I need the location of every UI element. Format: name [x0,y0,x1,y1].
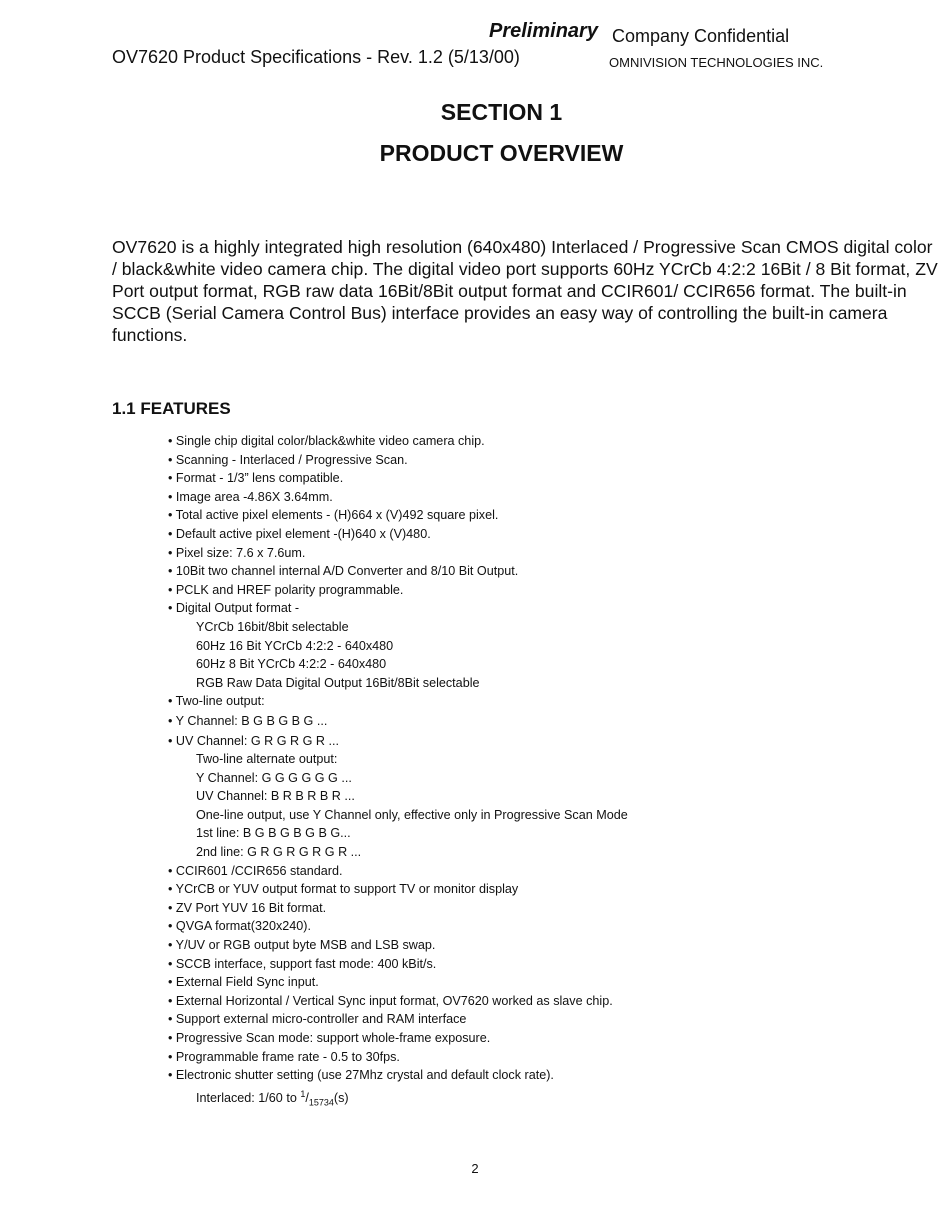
feature-item: • PCLK and HREF polarity programmable. [168,582,404,597]
feature-item: • Default active pixel element -(H)640 x (V)480. [168,526,431,541]
feature-item: • Electronic shutter setting (use 27Mhz crystal and default clock rate). [168,1068,554,1083]
preliminary-label: Preliminary [489,20,598,42]
shutter-prefix: Interlaced: 1/60 to [196,1090,301,1105]
page-number: 2 [471,1161,479,1176]
shutter-slash: / [305,1090,309,1105]
feature-item: • External Field Sync input. [168,975,319,990]
section-title: PRODUCT OVERVIEW [379,140,624,166]
overview-paragraph: OV7620 is a highly integrated high resolution (640x480) Interlaced / Progressive Scan CMOS digital color / black&white video camera chip. The digital video port supports 60Hz YCrCb 4:2:2 16Bit / 8 Bit format, ZV Port output format, RGB raw data 16Bit/8Bit output format and CCIR601/ CCIR656 format. The built-in SCCB (Serial Camera Control Bus) interface provides an easy way of controlling the built-in camera functions. [112,237,938,345]
feature-subitem: 1st line: B G B G B G B G... [196,826,351,841]
section-number: SECTION 1 [440,99,563,125]
feature-subitem: RGB Raw Data Digital Output 16Bit/8Bit selectable [196,675,480,690]
shutter-suffix: (s) [333,1090,349,1105]
feature-item: • Single chip digital color/black&white video camera chip. [168,434,485,448]
feature-item: • Format - 1/3” lens compatible. [168,471,344,486]
confidential-label: Company Confidential [612,26,790,46]
feature-subitem: One-line output, use Y Channel only, effective only in Progressive Scan Mode [196,807,628,822]
feature-item: • UV Channel: G R G R G R ... [168,733,339,748]
feature-subitem: UV Channel: B R B R B R ... [196,789,355,804]
feature-subitem: YCrCb 16bit/8bit selectable [196,619,349,634]
feature-item: • Total active pixel elements - (H)664 x (V)492 square pixel. [168,508,499,523]
feature-item: • Digital Output format - [168,601,300,616]
document-title: OV7620 Product Specifications - Rev. 1.2 (5/13/00) [112,47,520,67]
feature-item: • Pixel size: 7.6 x 7.6um. [168,545,306,560]
feature-item: • Support external micro-controller and RAM interface [168,1012,467,1027]
feature-subitem: 2nd line: G R G R G R G R ... [196,845,362,860]
feature-subitem: 60Hz 16 Bit YCrCb 4:2:2 - 640x480 [196,638,394,653]
feature-subitem: Y Channel: G G G G G G ... [196,770,352,785]
feature-item: • 10Bit two channel internal A/D Converter and 8/10 Bit Output. [168,564,519,579]
features-heading: 1.1 FEATURES [112,399,231,418]
company-name: OMNIVISION TECHNOLOGIES INC. [609,55,824,70]
features-list [168,432,628,1108]
feature-item: • QVGA format(320x240). [168,919,312,934]
feature-item: • Programmable frame rate - 0.5 to 30fps. [168,1049,400,1064]
feature-item: • Two-line output: [168,694,265,709]
feature-subitem: Two-line alternate output: [196,752,338,767]
feature-item: • SCCB interface, support fast mode: 400 kBit/s. [168,956,437,971]
feature-item: • YCrCB or YUV output format to support TV or monitor display [168,882,519,897]
feature-item: • CCIR601 /CCIR656 standard. [168,863,343,878]
shutter-range [168,1085,628,1108]
feature-item: • Scanning - Interlaced / Progressive Scan. [168,452,408,467]
feature-item: • Progressive Scan mode: support whole-frame exposure. [168,1031,491,1045]
feature-subitem: 60Hz 8 Bit YCrCb 4:2:2 - 640x480 [196,657,387,672]
feature-item: • External Horizontal / Vertical Sync input format, OV7620 worked as slave chip. [168,993,613,1008]
feature-item: • Image area -4.86X 3.64mm. [168,489,333,504]
feature-item: • Y/UV or RGB output byte MSB and LSB swap. [168,938,436,953]
feature-item: • ZV Port YUV 16 Bit format. [168,900,327,915]
shutter-denominator: 15734 [308,1097,334,1108]
shutter-numerator: 1 [300,1088,306,1099]
feature-item: • Y Channel: B G B G B G ... [168,713,328,728]
